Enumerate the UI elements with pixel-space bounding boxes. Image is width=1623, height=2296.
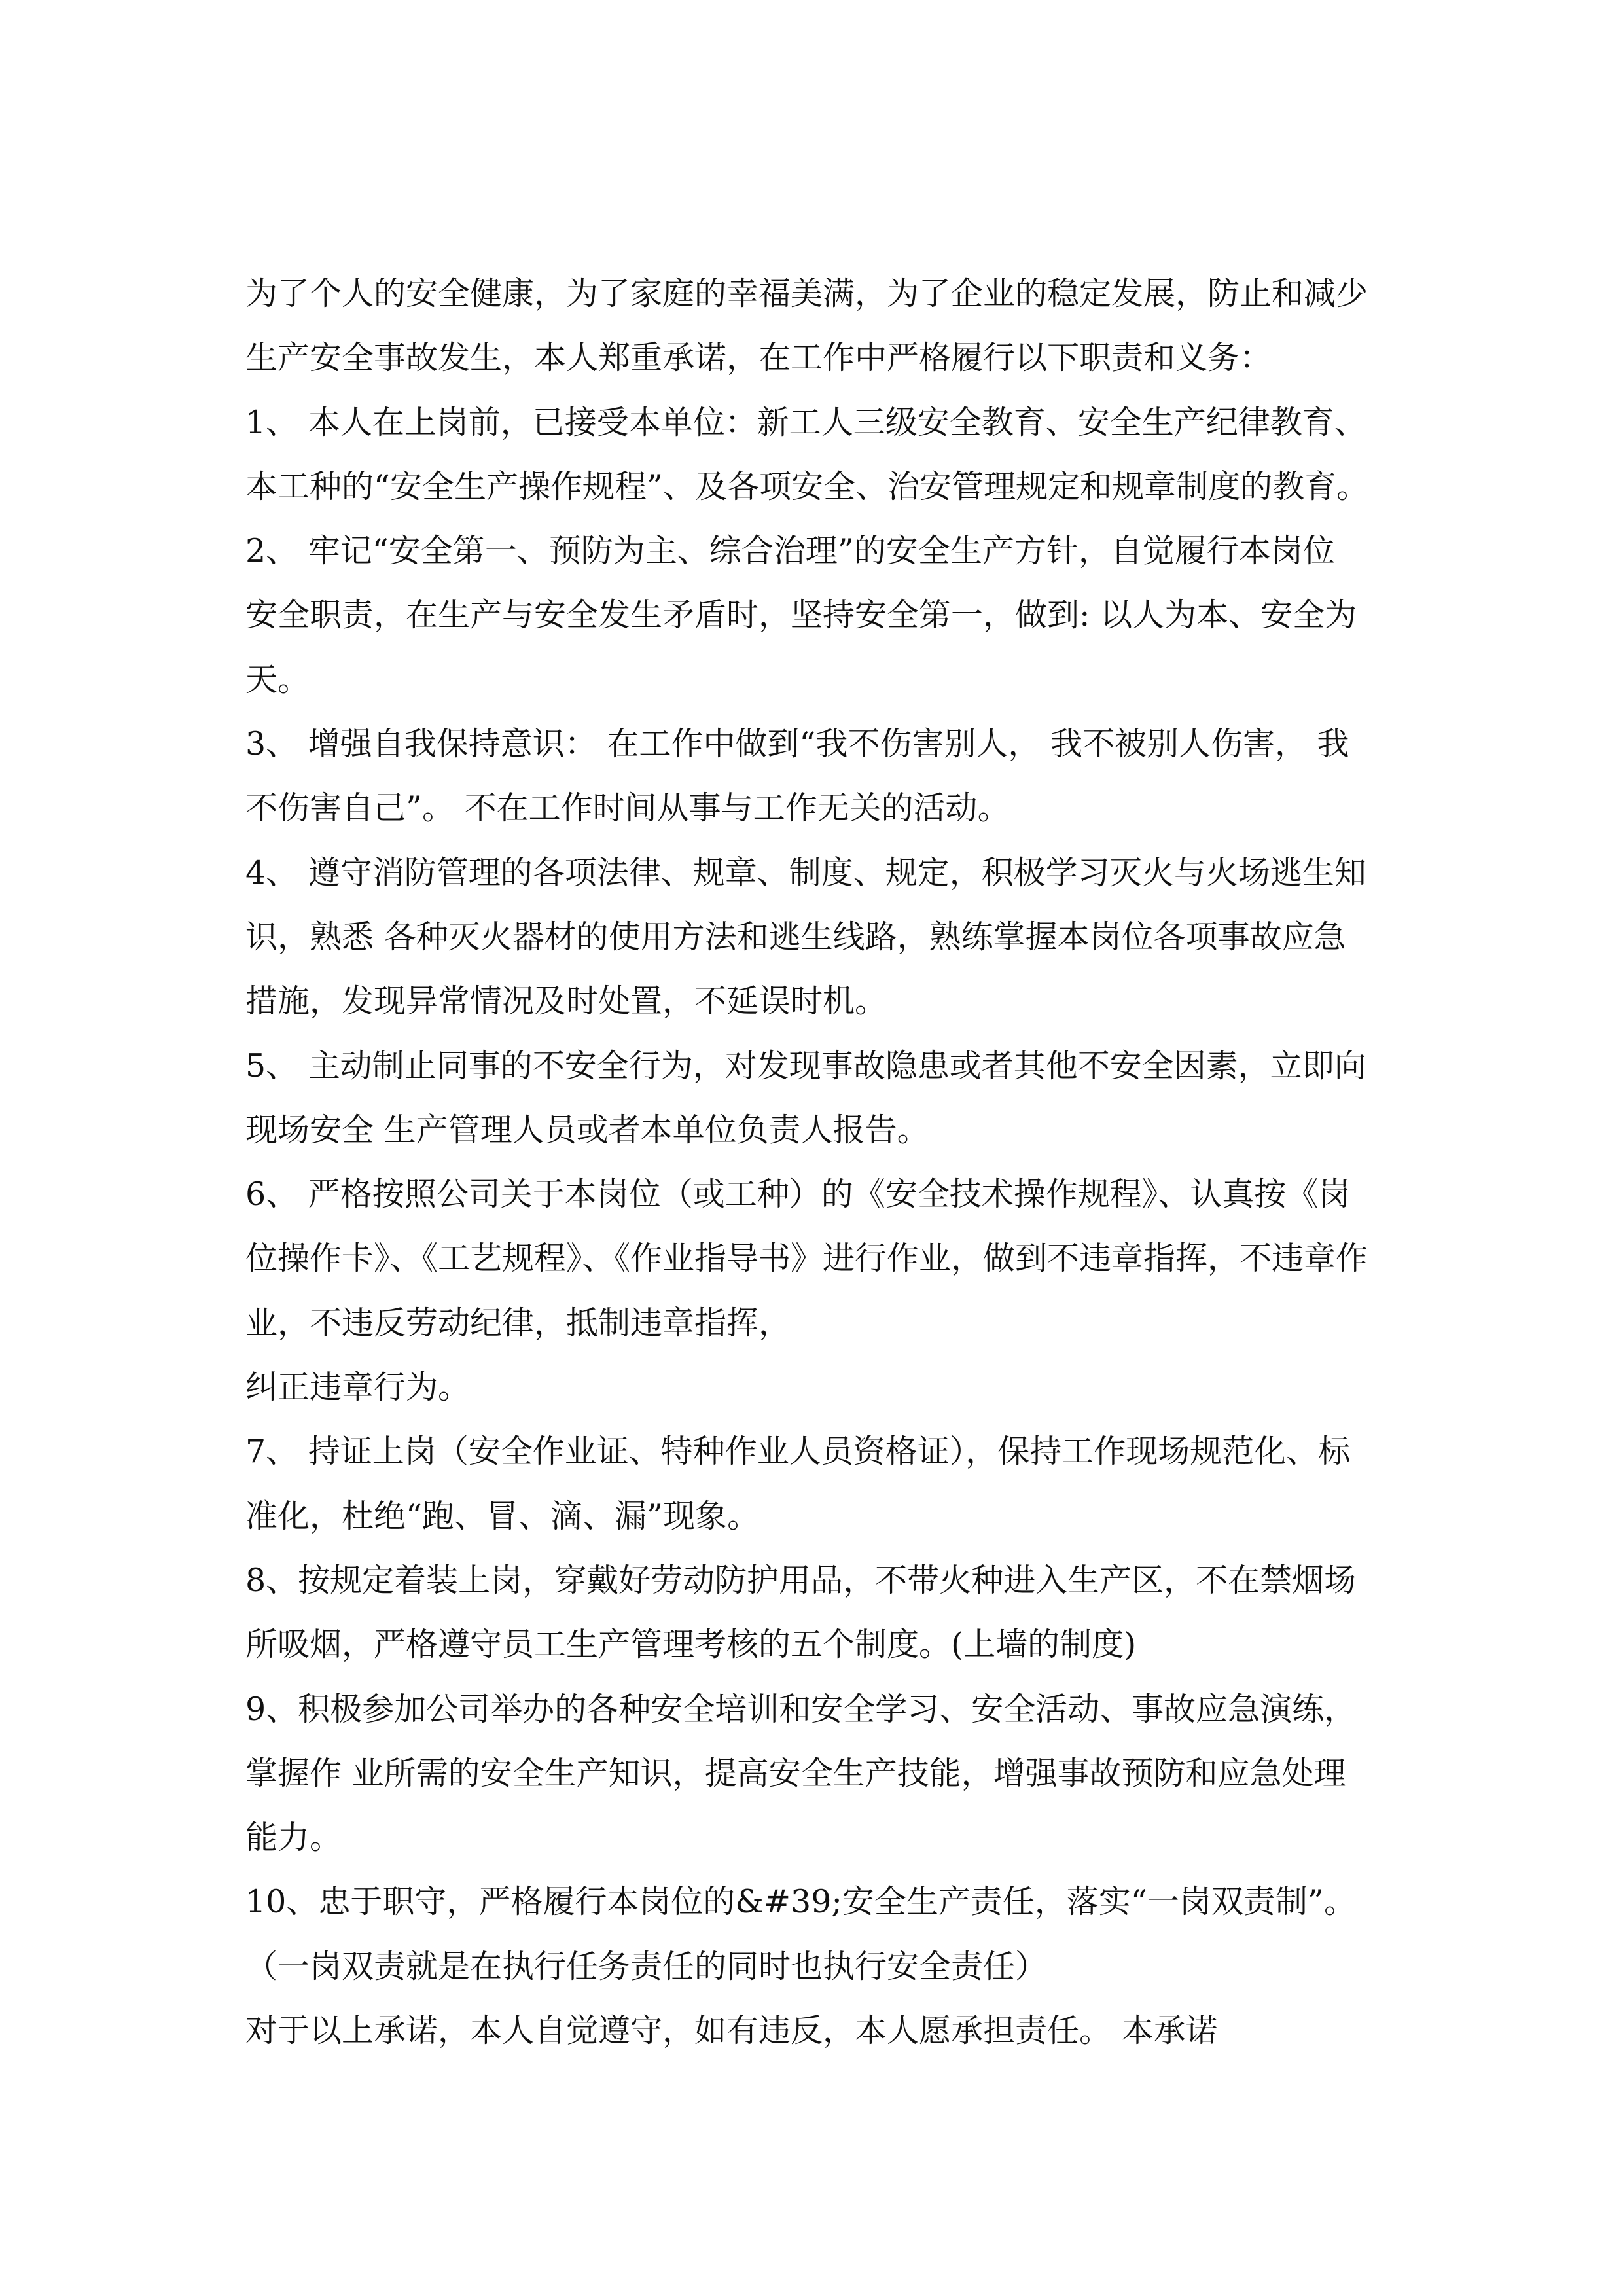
text-line: 2、 牢记“安全第一、预防为主、综合治理”的安全生产方针，自觉履行本岗位: [245, 532, 1335, 570]
text-line: 措施，发现异常情况及时处置，不延误时机。: [245, 982, 887, 1020]
text-line: 为了个人的安全健康，为了家庭的幸福美满，为了企业的稳定发展，防止和减少: [245, 275, 1368, 312]
text-line: 5、 主动制止同事的不安全行为，对发现事故隐患或者其他不安全因素，立即向: [245, 1047, 1366, 1085]
text-line: 9、积极参加公司举办的各种安全培训和安全学习、安全活动、事故应急演练，: [245, 1690, 1357, 1728]
text-line: 10、忠于职守，严格履行本岗位的&#39;安全生产责任，落实“一岗双责制”。: [245, 1883, 1356, 1921]
text-line: 生产安全事故发生，本人郑重承诺，在工作中严格履行以下职责和义务：: [245, 339, 1272, 377]
text-line: 8、按规定着装上岗，穿戴好劳动防护用品，不带火种进入生产区，不在禁烟场: [245, 1561, 1357, 1599]
text-line: 纠正违章行为。: [245, 1369, 471, 1407]
text-line: 位操作卡》、《工艺规程》、《作业指导书》进行作业，做到不违章指挥，不违章作: [245, 1240, 1368, 1278]
text-line: 准化，杜绝“跑、冒、滴、漏”现象。: [245, 1497, 760, 1535]
text-line: （一岗双责就是在执行任务责任的同时也执行安全责任）: [245, 1947, 1048, 1985]
text-line: 7、 持证上岗（安全作业证、特种作业人员资格证），保持工作现场规范化、标: [245, 1433, 1351, 1471]
text-line: 本工种的“安全生产操作规程”、及各项安全、治安管理规定和规章制度的教育。: [245, 467, 1369, 505]
text-line: 所吸烟，严格遵守员工生产管理考核的五个制度。(上墙的制度): [245, 1626, 1137, 1664]
text-line: 不伤害自己”。 不在工作时间从事与工作无关的活动。: [245, 789, 1010, 827]
text-line: 能力。: [245, 1819, 342, 1857]
text-line: 1、 本人在上岗前，已接受本单位：新工人三级安全教育、安全生产纪律教育、: [245, 403, 1366, 441]
text-line: 3、 增强自我保持意识： 在工作中做到“我不伤害别人， 我不被别人伤害， 我: [245, 725, 1349, 763]
text-line: 业，不违反劳动纪律，抵制违章指挥，: [245, 1304, 791, 1342]
document-body: [245, 262, 1423, 2063]
text-line: 天。: [245, 660, 310, 698]
text-line: 安全职责，在生产与安全发生矛盾时，坚持安全第一，做到: 以人为本、安全为: [245, 596, 1357, 634]
text-line: 识，熟悉 各种灭火器材的使用方法和逃生线路，熟练掌握本岗位各项事故应急: [245, 918, 1346, 956]
text-line: 现场安全 生产管理人员或者本单位负责人报告。: [245, 1111, 929, 1149]
text-line: 4、 遵守消防管理的各项法律、规章、制度、规定，积极学习灭火与火场逃生知: [245, 853, 1366, 891]
text-line: 对于以上承诺，本人自觉遵守，如有违反，本人愿承担责任。 本承诺: [245, 2012, 1218, 2050]
text-line: 掌握作 业所需的安全生产知识，提高安全生产技能，增强事故预防和应急处理: [245, 1754, 1346, 1792]
text-line: 6、 严格按照公司关于本岗位（或工种）的《安全技术操作规程》、认真按《岗: [245, 1175, 1351, 1213]
